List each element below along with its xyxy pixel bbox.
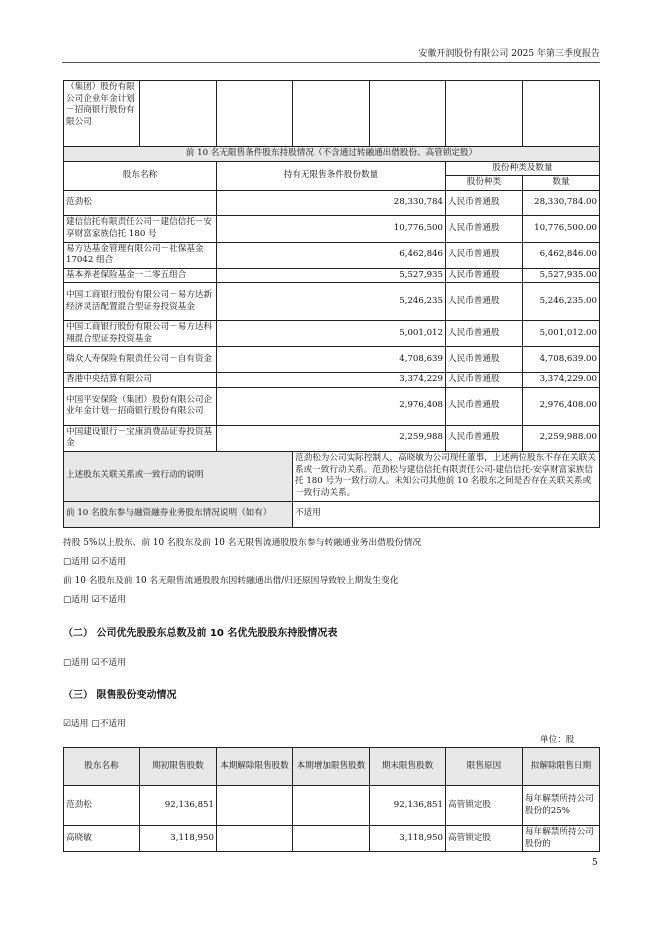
col-header: 拟解除限售日期 [523,748,600,786]
col-header-name: 股东名称 [64,161,217,190]
table-row [64,826,600,852]
share-type: 人民币普通股 [446,425,523,451]
table-row [64,786,600,826]
restriction-reason: 高管锁定股 [446,826,523,852]
share-amount: 6,462,846.00 [523,242,600,268]
holder-qty: 2,259,988 [217,425,446,451]
table-row [64,215,600,242]
share-type: 人民币普通股 [446,215,523,242]
applicability-check-1: □适用 ☑不适用 [63,557,126,567]
margin-row [64,501,600,527]
share-amount: 3,374,229.00 [523,373,600,388]
share-type: 人民币普通股 [446,283,523,321]
share-amount: 10,776,500.00 [523,215,600,242]
holder-name: 瑞众人寿保险有限责任公司－自有资金 [64,347,217,373]
table-row [64,283,600,321]
share-type: 人民币普通股 [446,242,523,268]
table-row [64,321,600,347]
share-type: 人民币普通股 [446,268,523,283]
holder-qty: 10,776,500 [217,215,446,242]
col-header-qty: 持有无限售条件股份数量 [217,161,446,190]
holder-qty: 6,462,846 [217,242,446,268]
share-type: 人民币普通股 [446,190,523,215]
table-title: 前 10 名无限售条件股东持股情况（不含通过转融通出借股份、高管锁定股） [64,147,600,162]
col-header-type: 股份种类 [446,176,523,191]
restricted-shares-table [63,747,600,852]
holder-name: 香港中央结算有限公司 [64,373,217,388]
holder-name: 高晓敏 [64,826,140,852]
holder-name: 中国建设银行－宝康消费品证券投资基金 [64,425,217,451]
unrestricted-shareholders-table [63,80,600,528]
applicability-check-2: □适用 ☑不适用 [63,595,126,605]
share-type: 人民币普通股 [446,347,523,373]
released [217,826,293,852]
carry-over-holder: （集团）股份有限公司企业年金计划－招商银行股份有限公司 [64,81,140,147]
restriction-reason: 高管锁定股 [446,786,523,826]
share-amount: 5,246,235.00 [523,283,600,321]
unit-label: 单位：股 [540,735,575,745]
applicability-check-4: ☑适用 □不适用 [63,719,126,729]
para-securities-lending: 持股 5%以上股东、前 10 名股东及前 10 名无限售流通股股东参与转融通业务出借股份情况 [63,538,422,548]
carry-over-row [64,81,600,147]
released [217,786,293,826]
col-header: 限售原因 [446,748,523,786]
section-restricted-shares: （三） 限售股份变动情况 [63,690,177,701]
holder-name: 中国工商银行股份有限公司－易方达新经济灵活配置混合型证券投资基金 [64,283,217,321]
col-header: 期末限售股数 [370,748,446,786]
added [293,786,370,826]
share-amount: 5,527,935.00 [523,268,600,283]
start-restricted: 3,118,950 [140,826,217,852]
share-amount: 2,259,988.00 [523,425,600,451]
share-type: 人民币普通股 [446,373,523,388]
holder-qty: 5,527,935 [217,268,446,283]
share-amount: 28,330,784.00 [523,190,600,215]
release-date: 每年解禁所持公司股份的25% [523,786,600,826]
share-amount: 5,001,012.00 [523,321,600,347]
holder-qty: 5,246,235 [217,283,446,321]
col-header-amount: 数量 [523,176,600,191]
table-row [64,425,600,451]
holder-name: 基本养老保险基金一二零五组合 [64,268,217,283]
col-header: 股东名称 [64,748,140,786]
share-type: 人民币普通股 [446,321,523,347]
table-row [64,387,600,425]
end-restricted: 3,118,950 [370,826,446,852]
page-number: 5 [592,858,598,868]
start-restricted: 92,136,851 [140,786,217,826]
section-preferred-shares: （二） 公司优先股股东总数及前 10 名优先股股东持股情况表 [63,628,338,639]
col-header: 本期解除限售股数 [217,748,293,786]
holder-name: 建信信托有限责任公司－建信信托－安享财富家族信托 180 号 [64,215,217,242]
holder-name: 易方达基金管理有限公司－社保基金 17042 组合 [64,242,217,268]
holder-name: 中国工商银行股份有限公司－易方达科翔混合型证券投资基金 [64,321,217,347]
added [293,826,370,852]
release-date: 每年解禁所持公司股份的 [523,826,600,852]
col-header: 期初限售股数 [140,748,217,786]
share-amount: 2,976,408.00 [523,387,600,425]
page-header: 安徽开润股份有限公司 2025 年第三季度报告 [418,49,600,59]
holder-name: 中国平安保险（集团）股份有限公司企业年金计划－招商银行股份有限公司 [64,387,217,425]
table-row [64,268,600,283]
table-row [64,242,600,268]
relation-label: 上述股东关联关系或一致行动的说明 [64,451,293,501]
table-row [64,347,600,373]
end-restricted: 92,136,851 [370,786,446,826]
margin-label: 前 10 名股东参与融资融券业务股东情况说明（如有） [64,501,293,527]
table-row [64,190,600,215]
header-row [64,748,600,786]
relation-row [64,451,600,501]
para-lending-change: 前 10 名股东及前 10 名无限售流通股股东因转融通出借/归还原因导致较上期发生变化 [63,576,399,586]
header-rule [62,62,600,63]
holder-qty: 2,976,408 [217,387,446,425]
holder-name: 范劲松 [64,786,140,826]
col-header: 本期增加限售股数 [293,748,370,786]
share-amount: 4,708,639.00 [523,347,600,373]
holder-name: 范劲松 [64,190,217,215]
holder-qty: 28,330,784 [217,190,446,215]
holder-qty: 4,708,639 [217,347,446,373]
share-type: 人民币普通股 [446,387,523,425]
holder-qty: 5,001,012 [217,321,446,347]
table-row [64,373,600,388]
applicability-check-3: □适用 ☑不适用 [63,658,126,668]
margin-text: 不适用 [293,501,600,527]
relation-text: 范劲松为公司实际控制人，高晓敏为公司现任董事，上述两位股东不存在关联关系或一致行动关系。范劲松与建信信托有限责任公司-建信信托-安享财富家族信托 180 号为一致行动人。未知公司其他前 10 名股东之间是否存在关联关系或一致行动关系。 [293,451,600,501]
holder-qty: 3,374,229 [217,373,446,388]
col-header-type-group: 股份种类及数量 [446,161,600,176]
